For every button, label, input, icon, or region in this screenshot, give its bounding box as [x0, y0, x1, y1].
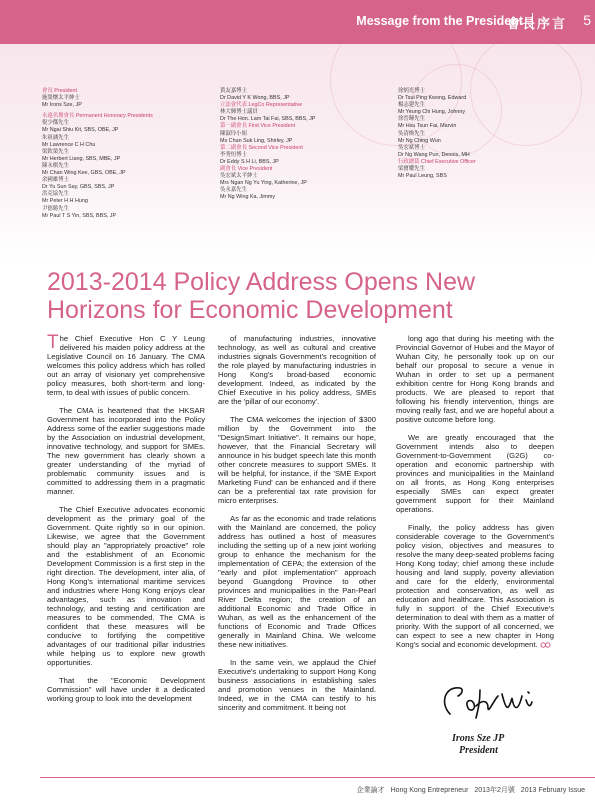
article-column-1: [47, 334, 205, 712]
article-paragraph: [396, 334, 554, 424]
article-paragraph: [47, 406, 205, 496]
committee-member-name: 吳清煥先生: [398, 130, 425, 137]
committee-role-heading: 第一副會長 First Vice President: [220, 123, 296, 130]
committee-member-name: 吳永嘉先生: [220, 187, 247, 194]
committee-member-name: Mr Peter H H Hung: [42, 198, 88, 205]
paragraph-text: Finally, the policy address has given considerable coverage to the Government's policy vision, objectives and measures to resolve the many deep-seated problems facing Hong Kong today; chief among these include housing and land supply, poverty alleviation and care for the elderly, environmental protection and conservation, as well as education and healthcare. This Association is fully in support of the Chief Executive's determination to deal with them as a matter of priority. With the support of all concerned, we can expect to see a new chapter in Hong Kong's social and economic development.: [396, 523, 554, 649]
article-paragraph: [218, 415, 376, 505]
committee-member-name: 倪少傑先生: [42, 120, 69, 127]
handwritten-signature: [436, 680, 536, 722]
committee-role-heading: 副會長 Vice President: [220, 166, 273, 173]
committee-role-heading: 立法會代表 LegCo Representative: [220, 102, 303, 109]
committee-member-name: Dr The Hon. Lam Tai Fai, SBS, BBS, JP: [220, 116, 316, 123]
committee-member-name: Mr Herbert Liang, SBS, MBE, JP: [42, 155, 121, 162]
paragraph-text: In the same vein, we applaud the Chief Executive's undertaking to support Hong Kong business associations in establishing sales and promotion venues in the Mainland. Indeed, we in the CMA can testify to his sincerity and commitment. It being not: [218, 658, 376, 712]
publication-name-chinese: 企業論才: [356, 787, 385, 794]
committee-member-name: 余國雄博士: [42, 177, 69, 184]
committee-member-name: Mrs Ngan Ng Yu Ying, Katherine, JP: [220, 180, 307, 187]
committee-member-name: 李秀恒博士: [220, 151, 247, 158]
paragraph-text: The CMA is heartened that the HKSAR Government has incorporated into the Policy Address some of the earlier suggestions made by the Association on industrial development, innovative technology, and support for SMEs. The new government has clearly shown a greater understanding of the myriad of problematic community issues and is committed to addressing them in a pragmatic manner.: [47, 406, 205, 496]
committee-member-name: 徐晉暉先生: [398, 116, 425, 123]
committee-member-name: 吳宏斌太平紳士: [220, 173, 258, 180]
committee-member-name: Dr Ng Wang Pun, Dennis, MH: [398, 151, 470, 158]
end-of-article-icon: [540, 642, 551, 648]
committee-member-name: Mr Ng Ching Wun: [398, 137, 441, 144]
section-title: Message from the President: [356, 14, 523, 28]
committee-list-column-2: [220, 88, 315, 202]
publication-name: Hong Kong Entrepreneur: [390, 787, 469, 794]
article-paragraph: [47, 334, 205, 397]
committee-member-name: Mr Irons Sze, JP: [42, 102, 82, 109]
committee-member-name: 徐炳光博士: [398, 88, 425, 94]
committee-member-name: 施榮懷太平紳士: [42, 95, 80, 102]
committee-member-name: 梁欽榮先生: [42, 148, 69, 155]
committee-member-name: 洪克協先生: [42, 191, 69, 198]
committee-member-name: Dr David Y K Wong, BBS, JP: [220, 95, 290, 102]
committee-member-name: Dr Yu Sun Say, GBS, SBS, JP: [42, 184, 115, 191]
section-title-chinese: 會長序言: [506, 16, 567, 31]
paragraph-text: The CMA welcomes the injection of $300 million by the Government into the "DesignSmart Initiative". It remains our hope, however, that the Financial Secretary will announce in his budget speech late this month other concrete measures to support SMEs. It will be helpful, for instance, if the 'SME Export Marketing Fund' can be enhanced and if there can be a preferential tax rate provision for micro enterprises.: [218, 415, 376, 505]
committee-member-name: Mr Chan Wing Kee, GBS, OBE, JP: [42, 170, 126, 177]
article-paragraph: [396, 433, 554, 514]
article-paragraph: [218, 334, 376, 406]
paragraph-text: of manufacturing industries, innovative technology, as well as cultural and creative industries signals Government's recognition of the role played by manufacturing industries in Hong Kong's broad-based economic development. Indeed, as indicated by the Chief Executive in his policy address, SMEs are the 'pillar of our economy'.: [218, 334, 376, 406]
article-column-3: [396, 334, 554, 658]
committee-member-name: 尹德勝先生: [42, 205, 69, 212]
committee-member-name: 陳永棋先生: [42, 162, 69, 169]
committee-member-name: 林大輝博士議員: [220, 109, 258, 116]
paragraph-text: long ago that during his meeting with the Provincial Governor of Hubei and the Mayor of Wuhan City, he personally took up on our behalf our proposal to secure a venue in Wuhan in order to set up a permanent exhibition centre for Hong Kong brands and products. We are pleased to report that following his friendly intervention, things are moving really fast, and we are hopeful about a positive outcome before long.: [396, 334, 554, 424]
article-paragraph: [47, 505, 205, 667]
paragraph-text: We are greatly encouraged that the Government intends also to deepen Government-to-Government (G2G) co-operation and economic partnership with provinces and municipalities in the Mainland on all fronts, as Hong Kong enterprises especially SMEs can expect greater government support for their Mainland operations.: [396, 433, 554, 514]
paragraph-text: he Chief Executive Hon C Y Leung delivered his maiden policy address at the Legislative Council on 16 January. The CMA welcomes this policy address which has rolled out an array of visionary yet comprehensive policy measures, both short-term and long-term, to deal with issues of public concern.: [47, 334, 205, 397]
page-number: 5: [583, 12, 591, 28]
committee-member-name: 吳宏斌博士: [398, 144, 425, 151]
committee-member-name: Mr Hsu Tsun Fai, Marvin: [398, 123, 457, 130]
committee-role-heading: 行政總裁 Chief Executive Officer: [398, 158, 476, 165]
committee-member-name: Ms Chan Suk Ling, Shirley, JP: [220, 137, 293, 144]
signatory-name: Irons Sze JP: [452, 733, 505, 744]
drop-cap: T: [47, 332, 59, 353]
paragraph-text: The Chief Executive advocates economic development as the primary goal of the Government. Quite rightly so in our opinion. Likewise, we agree that the Government should play an "appropriately proactive" role and the establishment of an Economic Development Commission is a first step in the right direction. The development, inter alia, of Hong Kong's international maritime services and industries where Hong Kong enjoys clear advantages, such as innovation and technology, and testing and certification are measures to be commended. The CMA is confident that these measures will be conducive to fortifying the competitive advantages of our traditional pillar industries while helping us to explore new growth opportunities.: [47, 505, 205, 667]
committee-member-name: Mr Yeung Chi Hung, Johnny: [398, 109, 466, 116]
committee-member-name: Mr Ng Wing Ka, Jimmy: [220, 194, 276, 201]
committee-member-name: Mr Paul T S Yin, SBS, BBS, JP: [42, 212, 117, 219]
issue-date-chinese: 2013年2月號: [474, 787, 515, 794]
committee-member-name: 梁寶耀先生: [398, 166, 425, 173]
committee-member-name: 陳淑玲小姐: [220, 130, 247, 137]
committee-list-column-1: [42, 88, 153, 220]
committee-role-heading: 第二副會長 Second Vice President: [220, 144, 303, 151]
committee-role-heading: 會長 President: [42, 88, 78, 94]
signatory-title: President: [459, 745, 498, 756]
committee-member-name: Dr Tsui Ping Kwong, Edward: [398, 95, 467, 102]
committee-role-heading: 永遠名譽會長 Permanent Honorary Presidents: [42, 113, 153, 120]
committee-member-name: 楊志建先生: [398, 102, 425, 109]
article-paragraph: [218, 514, 376, 649]
article-paragraph: [47, 676, 205, 703]
committee-member-name: 黃友嘉博士: [220, 88, 247, 94]
footer-rule: [40, 777, 595, 778]
issue-date: 2013 February Issue: [520, 787, 585, 794]
article-headline: 2013-2014 Policy Address Opens New Horizons for Economic Development: [47, 268, 476, 324]
page-footer: [353, 785, 585, 795]
article-paragraph: [396, 523, 554, 649]
article-column-2: [218, 334, 376, 721]
paragraph-text: As far as the economic and trade relations with the Mainland are concerned, the policy address has outlined a host of measures including the setting up of a new joint working group to enhance the mechanism for the implementation of CEPA; the extension of the "early and pilot implementation" approach beyond Guangdong Province to other provinces and municipalities in the Pan-Pearl River Delta region; the creation of an additional Economic and Trade Office in Wuhan, as well as the enhancement of the functions of Economic and Trade Offices generally in Mainland China. We welcome these new initiatives.: [218, 514, 376, 649]
committee-member-name: Mr Ngai Shiu Kit, SBS, OBE, JP: [42, 127, 119, 134]
committee-member-name: Dr Eddy S H Li, BBS, JP: [220, 158, 279, 165]
committee-member-name: 朱祖涵先生: [42, 134, 69, 141]
committee-list-column-3: [398, 88, 476, 180]
article-paragraph: [218, 658, 376, 712]
committee-member-name: Mr Paul Leung, SBS: [398, 173, 447, 180]
paragraph-text: That the "Economic Development Commission" will have under it a dedicated working group to look into the development: [47, 676, 205, 703]
committee-member-name: Mr Lawrence C H Chu: [42, 141, 96, 148]
